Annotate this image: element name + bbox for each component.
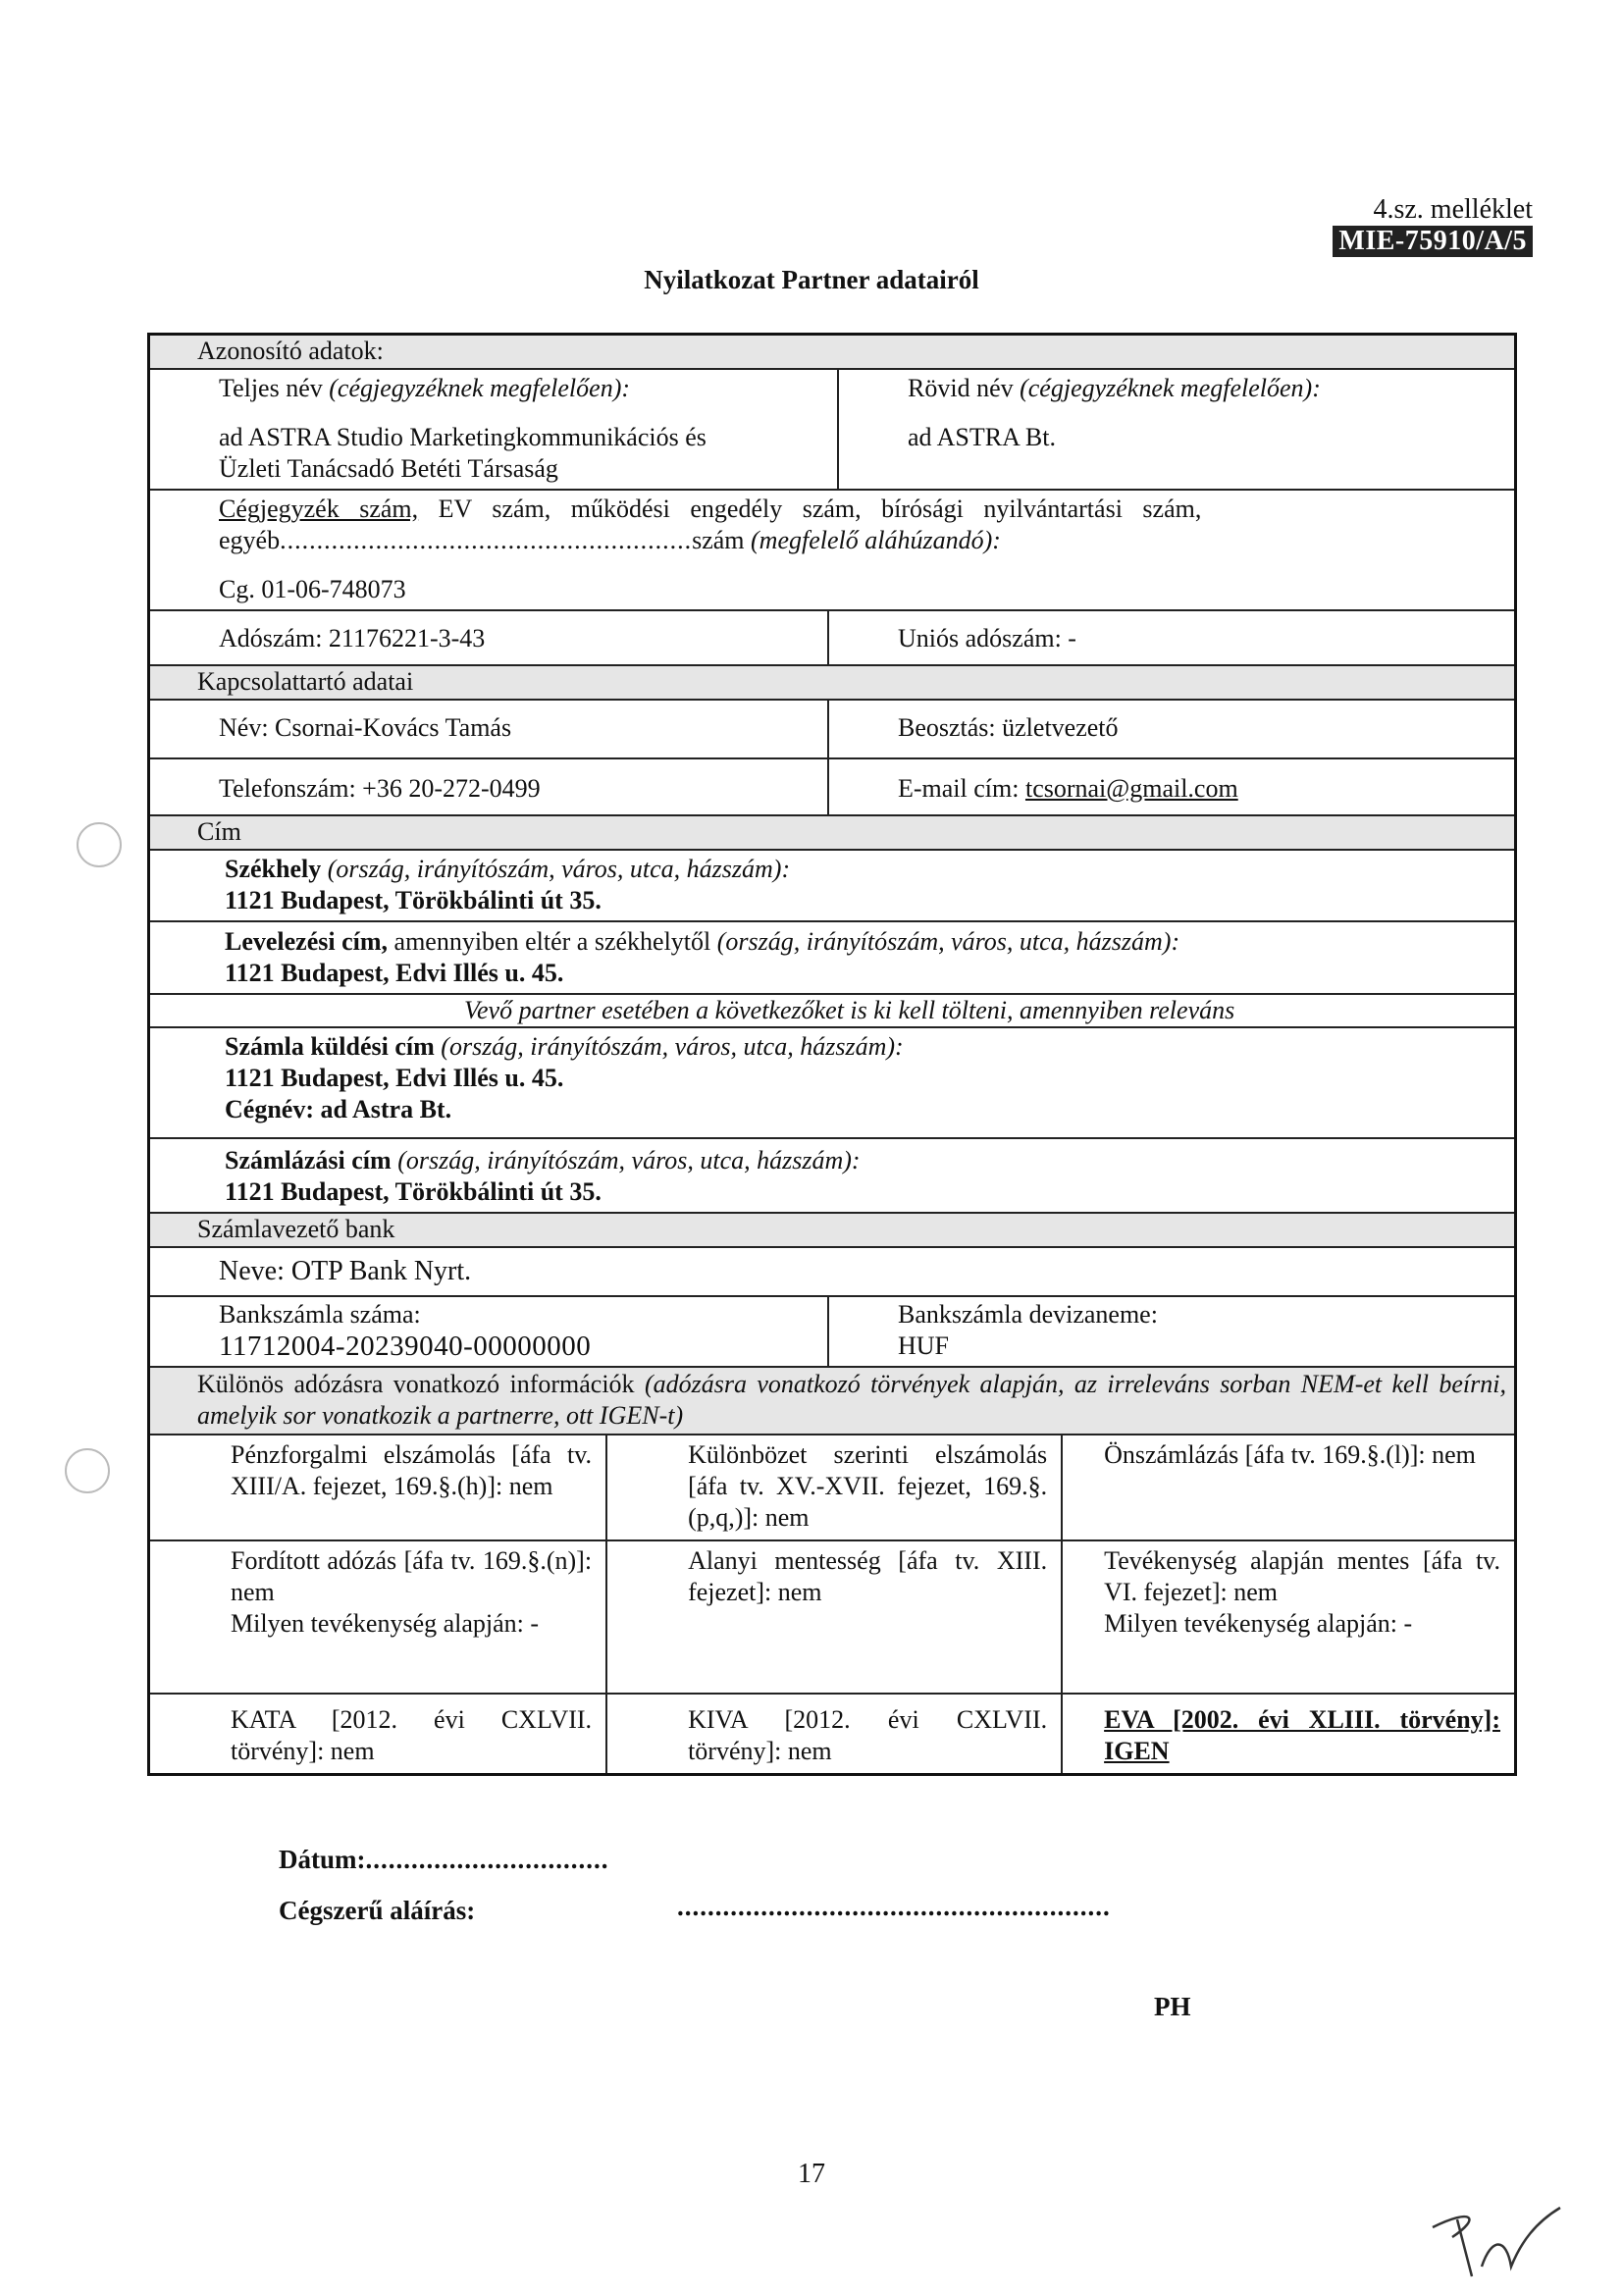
seat-hint: (ország, irányítószám, város, utca, házszám): [327,855,791,883]
bank-account-row [150,1295,1514,1366]
seat-label: Székhely [225,855,322,883]
full-name-line1: ad ASTRA Studio Marketingkommunikációs és [219,423,707,451]
section-contact: Kapcsolattartó adatai [150,666,1514,699]
date-line [279,1845,609,1875]
section-address: Cím [150,816,1514,849]
contact-email-link[interactable]: tcsornai@gmail.com [1024,774,1238,803]
short-name-cell [837,370,1514,489]
contact-position: Beosztás: üzletvezető [827,701,1514,757]
billing-cell [150,1139,1514,1212]
contact-name: Név: Csornai-Kovács Tamás [219,713,512,742]
tax-row-1 [150,1434,1514,1539]
invoice-send-cell [150,1028,1514,1137]
full-name-cell [150,370,837,489]
mail-label: Levelezési cím, [225,927,389,956]
tax-info-title: Különös adózásra vonatkozó információk [197,1370,645,1398]
mail-cell [150,922,1514,993]
tax-number-row [150,609,1514,664]
bank-account-number: 11712004-20239040-00000000 [219,1331,592,1362]
invoice-send-row [150,1028,1514,1137]
margin-scheme: Különbözet szerinti elszámolás [áfa tv. XV.-XVII. fejezet, 169.§.(p,q,)]: nem [605,1435,1061,1539]
mail-value: 1121 Budapest, Edvi Illés u. 45. [225,959,564,987]
date-dots[interactable]: ................................ [365,1845,609,1874]
bank-account-cell [150,1297,827,1366]
activity-exemption: Tevékenység alapján mentes [áfa tv. VI. fejezet]: nem [1104,1546,1500,1606]
punch-hole-top [77,822,122,867]
contact-phone: Telefonszám: +36 20-272-0499 [219,774,541,803]
contact-row-2 [150,757,1514,814]
date-label: Dátum: [279,1845,366,1874]
registration-cell [150,491,1514,609]
bank-name-row [150,1246,1514,1295]
tax-row-3 [150,1693,1514,1773]
full-name-label: Teljes név [219,374,323,402]
contact-row-1 [150,699,1514,757]
bank-name: Neve: OTP Bank Nyrt. [219,1256,472,1286]
contact-email-label: E-mail cím: [898,774,1025,803]
section-bank: Számlavezető bank [150,1214,1514,1246]
seat-cell [150,851,1514,920]
registration-options: EV szám, működési engedély szám, bírósági nyilvántartási szám, [418,495,1202,523]
short-name-hint: (cégjegyzéknek megfelelően): [1020,374,1321,402]
buyer-note: Vevő partner esetében a következőket is ki kell tölteni, amennyiben releváns [150,995,1514,1028]
reverse-charge-cell [150,1541,605,1693]
eu-tax-number: Uniós adószám: - [827,611,1514,664]
annex-label: 4.sz. melléklet [1373,194,1533,225]
bank-currency-label: Bankszámla devizaneme: [898,1300,1158,1329]
self-billing: Önszámlázás [áfa tv. 169.§.(l)]: nem [1061,1435,1514,1539]
registration-other: egyéb [219,526,281,554]
bank-account-label: Bankszámla száma: [219,1300,421,1329]
bank-currency: HUF [898,1331,950,1360]
mail-text: amennyiben eltér a székhelytől [388,927,717,956]
reference-code: MIE-75910/A/5 [1333,226,1533,257]
punch-hole-bottom [65,1448,110,1493]
invoice-send-hint: (ország, irányítószám, város, utca, házszám): [441,1032,904,1061]
tax-row-2 [150,1539,1514,1693]
company-name: Cégnév: ad Astra Bt. [225,1095,452,1123]
registration-hint: (megfelelő aláhúzandó): [751,526,1001,554]
full-name-hint: (cégjegyzéknek megfelelően): [329,374,631,402]
mail-row [150,920,1514,993]
annex-header [1333,194,1533,257]
short-name-value: ad ASTRA Bt. [908,423,1056,451]
bank-currency-cell [827,1297,1514,1366]
registration-value: Cg. 01-06-748073 [219,575,406,603]
section-tax-info [150,1368,1514,1434]
contact-email-cell [827,759,1514,814]
partner-form [147,333,1517,1776]
seat-value: 1121 Budapest, Törökbálinti út 35. [225,886,602,914]
invoice-send-label: Számla küldési cím [225,1032,435,1061]
seat-row [150,849,1514,920]
tax-number: Adószám: 21176221-3-43 [219,624,486,652]
activity-exemption-activity: Milyen tevékenység alapján: - [1104,1609,1413,1638]
invoice-send-value: 1121 Budapest, Edvi Illés u. 45. [225,1064,564,1092]
registration-row [150,489,1514,609]
subjective-exemption: Alanyi mentesség [áfa tv. XIII. fejezet]: nem [605,1541,1061,1693]
billing-label: Számlázási cím [225,1146,392,1174]
signature-dots[interactable]: ......................................................... [677,1892,1111,1921]
tax-info-hint: (adózásra vonatkozó törvények alapján, az irreleváns sorban NEM-et kell beírni, amelyik sor vonatkozik a partnerre, ott IGEN-t) [197,1370,1506,1430]
signature-label: Cégszerű aláírás: [279,1896,476,1925]
full-name-line2: Üzleti Tanácsadó Betéti Társaság [219,454,558,483]
short-name-label: Rövid név [908,374,1014,402]
billing-hint: (ország, irányítószám, város, utca, házszám): [397,1146,861,1174]
kata: KATA [2012. évi CXLVII. törvény]: nem [231,1705,593,1765]
kiva: KIVA [2012. évi CXLVII. törvény]: nem [605,1695,1061,1773]
section-identifiers: Azonosító adatok: [150,336,1514,368]
mail-hint: (ország, irányítószám, város, utca, házszám): [716,927,1180,956]
billing-value: 1121 Budapest, Törökbálinti út 35. [225,1177,602,1206]
cash-accounting: Pénzforgalmi elszámolás [áfa tv. XIII/A. fejezet, 169.§.(h)]: nem [231,1440,593,1500]
reverse-charge-activity: Milyen tevékenység alapján: - [231,1609,540,1638]
buyer-note-row [150,993,1514,1028]
handwritten-initials [1413,2198,1599,2286]
eva: EVA [2002. évi XLIII. törvény]: IGEN [1061,1695,1514,1773]
reverse-charge: Fordított adózás [áfa tv. 169.§.(n)]: nem [231,1546,593,1606]
registration-number-word: szám [692,526,745,554]
names-row [150,368,1514,489]
ph-stamp-label: PH [1154,1992,1191,2021]
registration-dots: ........................................................ [280,526,693,554]
activity-exemption-cell [1061,1541,1514,1693]
registration-underlined: Cégjegyzék szám, [219,495,419,523]
page-number: 17 [798,2159,825,2189]
document-title: Nyilatkozat Partner adatairól [644,265,979,294]
billing-row [150,1137,1514,1212]
